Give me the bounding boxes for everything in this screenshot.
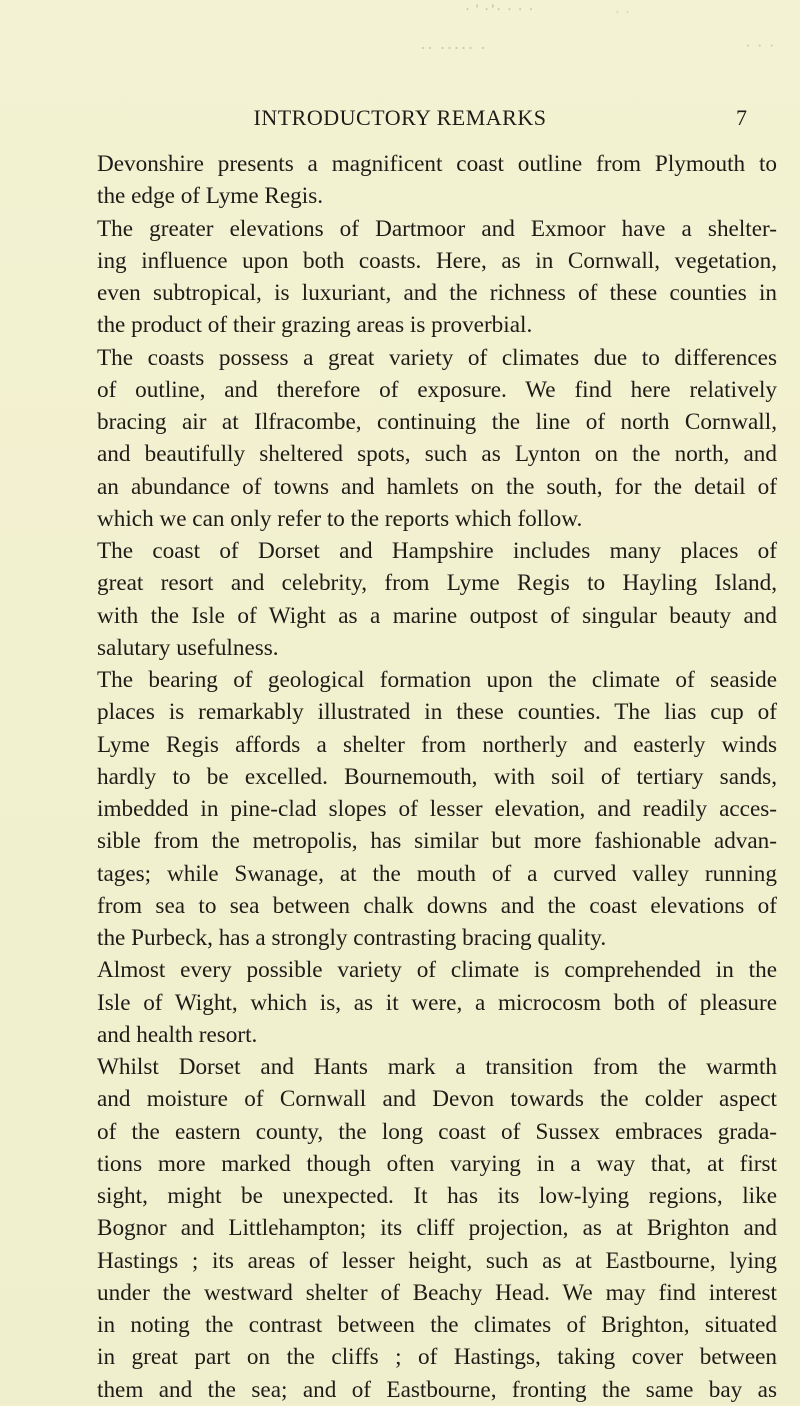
text-line: Isle of Wight, which is, as it were, a microcosm both of pleasure [97, 989, 777, 1016]
text-line: imbedded in pine-clad slopes of lesser elevation, and readily acces- [97, 796, 777, 822]
bleed-mark: · ' ·’· · · · [465, 2, 535, 18]
bleed-mark: · · [615, 6, 631, 21]
text-line: the product of their grazing areas is proverbial. [97, 312, 533, 339]
text-line: tages; while Swanage, at the mouth of a curved valley running [97, 860, 777, 887]
text-line: Bognor and Littlehampton; its cliff projection, as at Brighton and [97, 1215, 777, 1242]
bleed-through-marks [160, 2, 800, 92]
text-line: in noting the contrast between the climates of Brighton, situated [97, 1312, 777, 1338]
text-line: sible from the metropolis, has similar but more fashionable advan- [97, 828, 777, 855]
text-line: The bearing of geological formation upon the climate of seaside [97, 667, 777, 693]
text-line: Lyme Regis affords a shelter from northerly and easterly winds [97, 731, 777, 758]
text-line: hardly to be excelled. Bournemouth, with soil of tertiary sands, [97, 763, 777, 790]
text-line: sight, might be unexpected. It has its low-lying regions, like [97, 1183, 777, 1209]
text-line: bracing air at Ilfracombe, continuing the line of north Cornwall, [97, 409, 777, 435]
text-line: from sea to sea between chalk downs and the coast elevations of [97, 892, 777, 919]
running-head [0, 104, 800, 134]
text-line: even subtropical, is luxuriant, and the richness of these counties in [97, 280, 777, 306]
text-line: ing influence upon both coasts. Here, as in Cornwall, vegetation, [97, 247, 777, 274]
text-line: an abundance of towns and hamlets on the south, for the detail of [97, 473, 777, 500]
text-line: of the eastern county, the long coast of Sussex embraces grada- [97, 1118, 777, 1145]
text-line: tions more marked though often varying in a way that, at first [97, 1150, 777, 1177]
bleed-mark: ·· ····· · [420, 38, 487, 58]
text-line: which we can only refer to the reports which follow. [97, 505, 583, 532]
text-line: the edge of Lyme Regis. [97, 183, 324, 210]
text-line: and beautifully sheltered spots, such as Lynton on the north, and [97, 441, 777, 468]
text-line: Almost every possible variety of climate is comprehended in the [97, 957, 777, 984]
text-line: and health resort. [97, 1021, 258, 1048]
text-line: The coasts possess a great variety of climates due to differences [97, 344, 777, 371]
text-line: and moisture of Cornwall and Devon towards the colder aspect [97, 1086, 777, 1113]
text-line: under the westward shelter of Beachy Head. We may find interest [97, 1279, 777, 1306]
text-line: great resort and celebrity, from Lyme Regis to Hayling Island, [97, 570, 777, 597]
text-line: Hastings ; its areas of lesser height, such as at Eastbourne, lying [97, 1247, 777, 1274]
text-line: with the Isle of Wight as a marine outpost of singular beauty and [97, 602, 777, 629]
text-line: of outline, and therefore of exposure. We find here relatively [97, 376, 777, 403]
page-number: 7 [736, 105, 747, 130]
text-line: Whilst Dorset and Hants mark a transition from the warmth [97, 1054, 777, 1080]
text-line: The greater elevations of Dartmoor and Exmoor have a shelter- [97, 215, 777, 242]
text-line: the Purbeck, has a strongly contrasting bracing quality. [97, 925, 607, 951]
text-line: salutary usefulness. [97, 634, 279, 661]
running-title: INTRODUCTORY REMARKS [253, 105, 547, 130]
text-line: The coast of Dorset and Hampshire includes many places of [97, 538, 777, 564]
text-line: Devonshire presents a magnificent coast outline from Plymouth to [97, 151, 777, 177]
body-text [97, 148, 777, 1406]
text-line: them and the sea; and of Eastbourne, fronting the same bay as [97, 1376, 777, 1403]
text-line: places is remarkably illustrated in these counties. The lias cup of [97, 699, 777, 726]
text-line: in great part on the cliffs ; of Hastings, taking cover between [97, 1344, 777, 1371]
bleed-mark: · · · [745, 36, 776, 55]
